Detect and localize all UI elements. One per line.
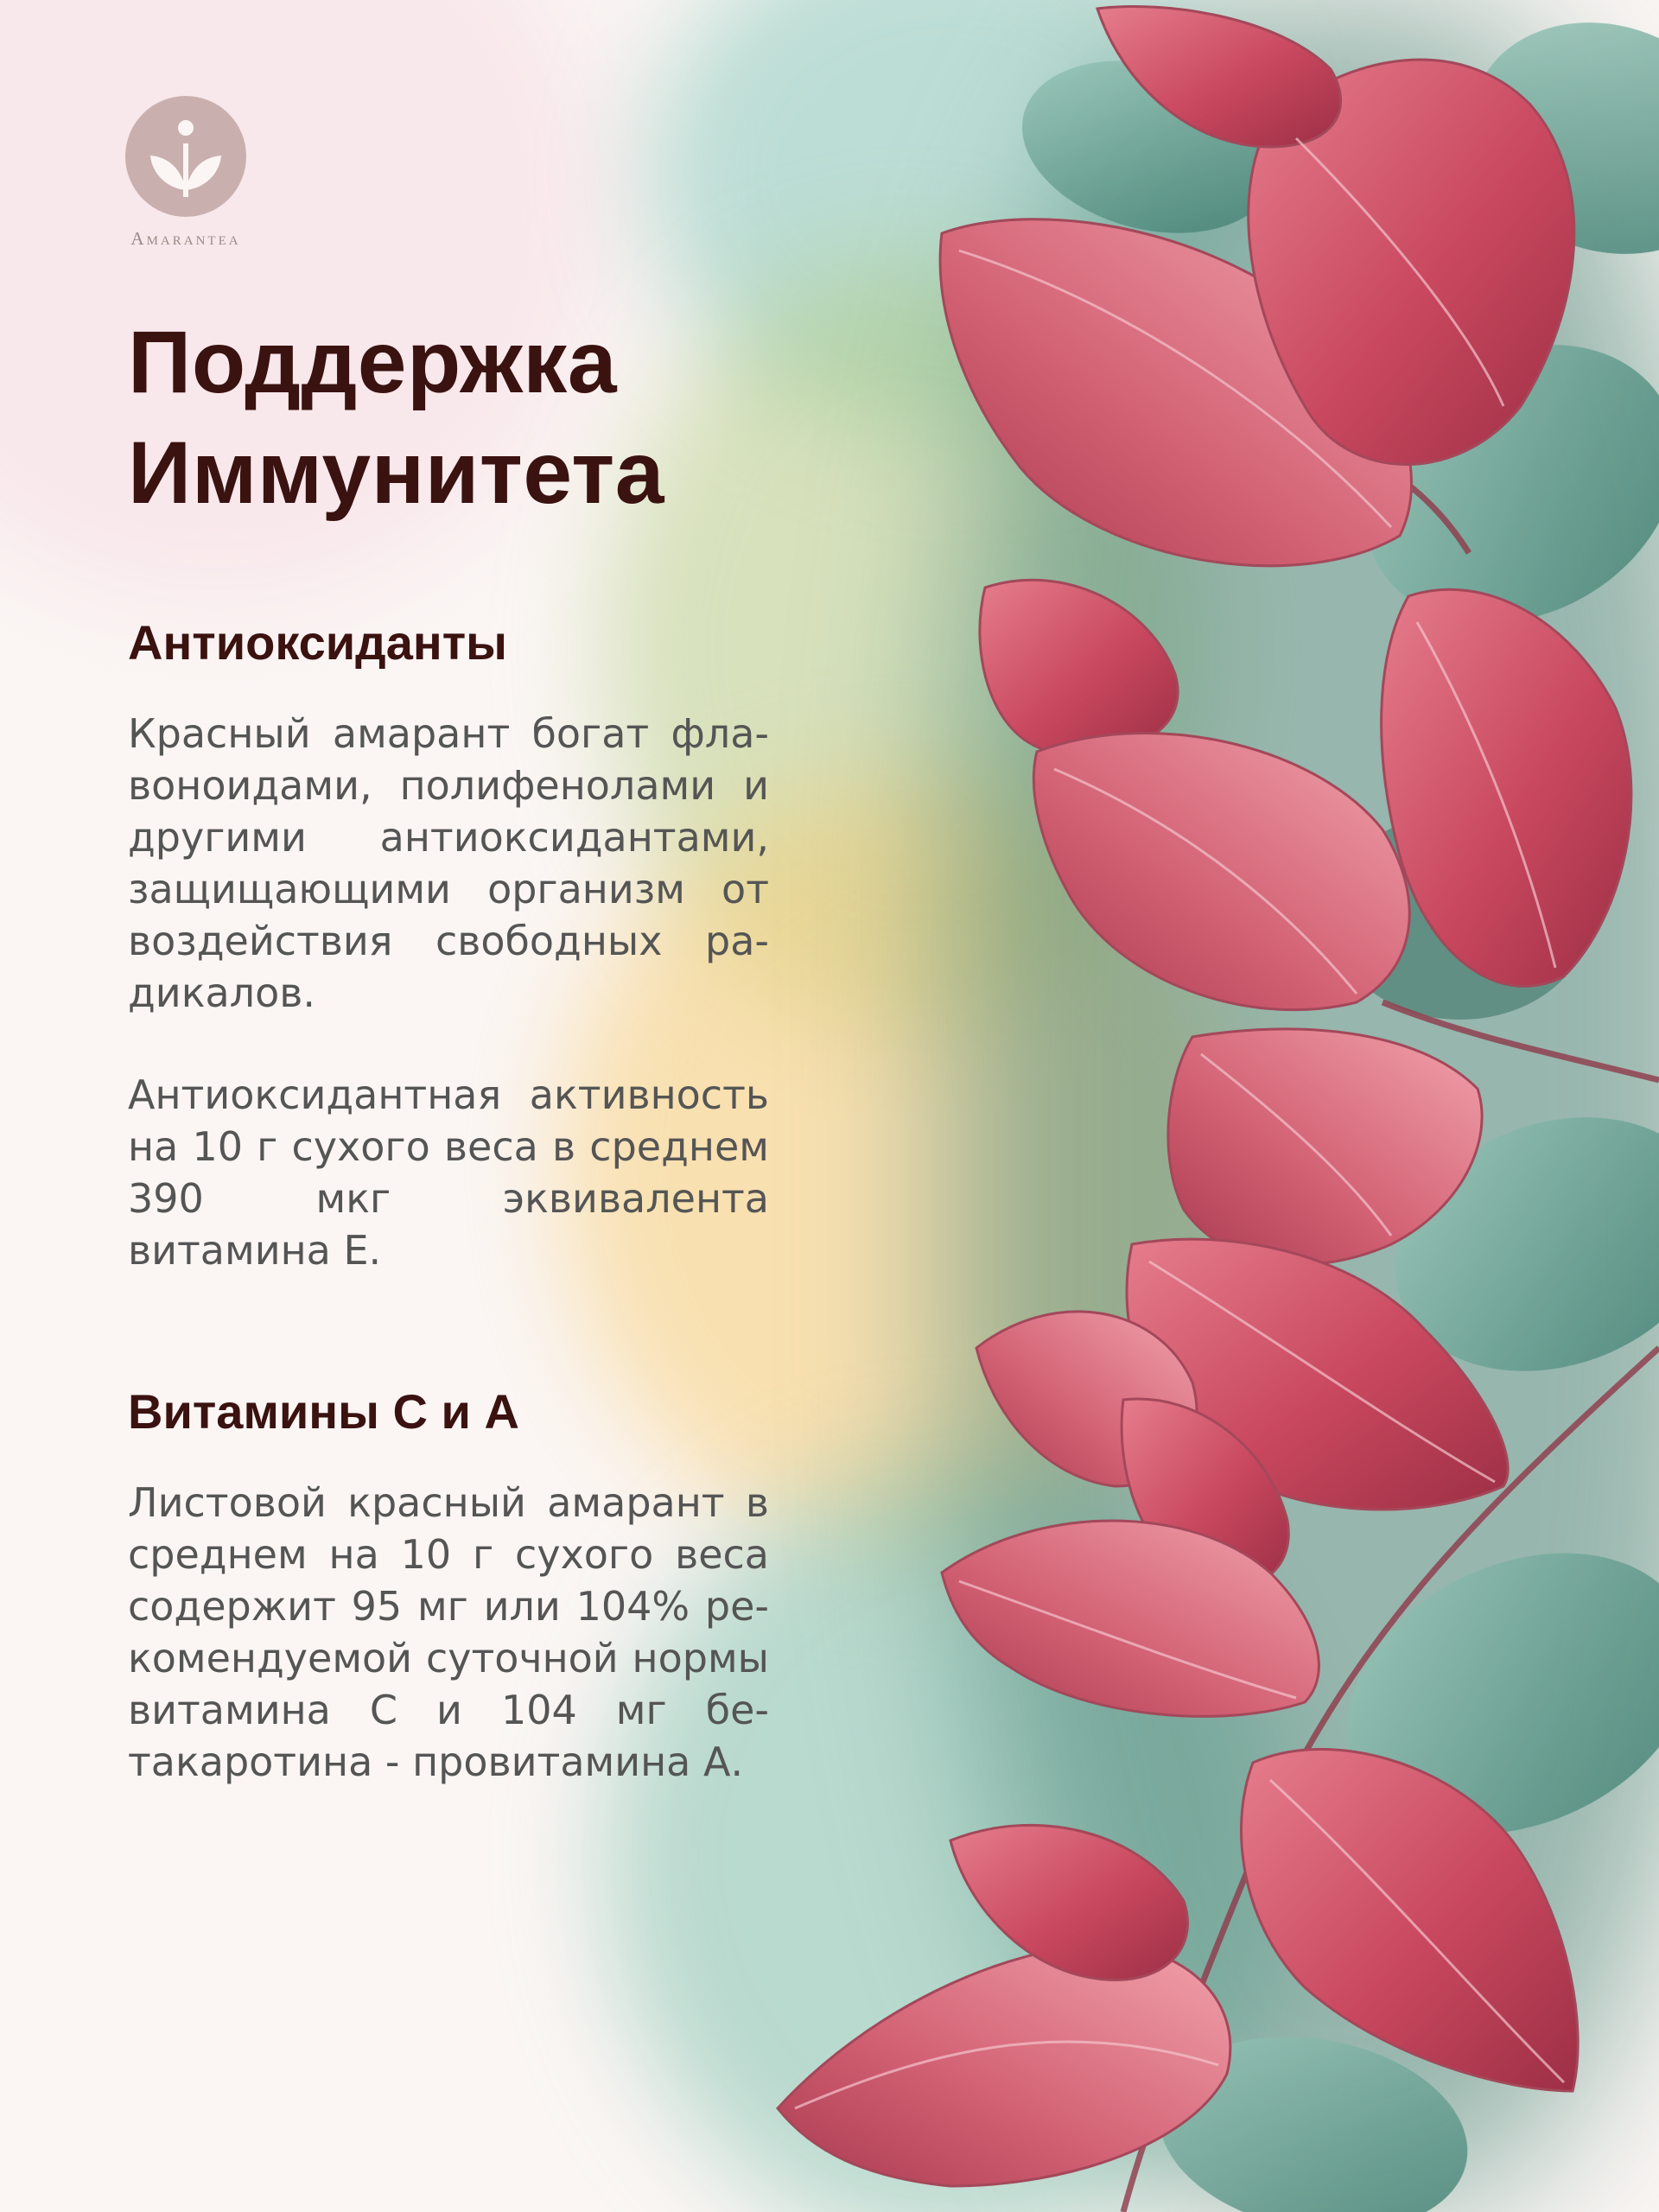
amaranth-sprout-logo-icon: [124, 95, 247, 218]
brand-logo: [112, 95, 259, 250]
page-title: [128, 307, 769, 528]
text-column: [128, 307, 769, 1788]
vitamins-paragraph: Листовой красный амарант в среднем на 10 г сухого веса содержит 95 мг или 104% рекомендуемой суточной нормы витамина С и 104 мг бетакаротина - провитамина А.: [128, 1479, 769, 1785]
red-leaves: [778, 7, 1631, 2186]
antioxidants-paragraph-1: Красный амарант богат флавоноидами, полифенолами и другими антиоксидантами, защищающими организм от воздействия свободных радикалов.: [128, 710, 769, 1016]
title-line-1: Поддержка: [128, 313, 618, 411]
title-line-2: Иммунитета: [128, 423, 664, 522]
section-heading-antioxidants: Антиоксиданты: [128, 615, 507, 670]
antioxidants-paragraph-2: Антиоксидантная активность на 10 г сухого веса в среднем 390 мкг эквивалента витамина Е.: [128, 1071, 769, 1274]
brand-name: Amarantea: [130, 228, 241, 249]
section-heading-vitamins: Витамины С и А: [128, 1384, 519, 1439]
